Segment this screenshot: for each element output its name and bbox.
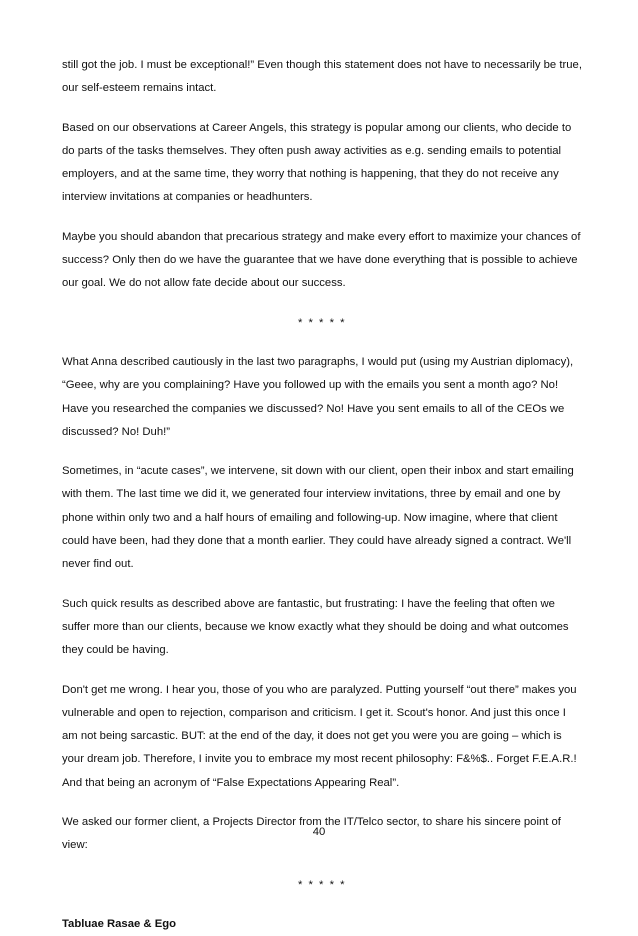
paragraph-3: Maybe you should abandon that precarious strategy and make every effort to maximize your chances of success? Only then do we have the guarantee that we have done everything that is possible to achieve our goal. We do not allow fate decide about our success. (62, 230, 581, 290)
page-number: 40 (312, 826, 326, 838)
paragraph-5: Sometimes, in “acute cases”, we intervene, sit down with our client, open their inbox and start emailing with them. The last time we did it, we generated four interview invitations, three by email and one by phone within only two and a half hours of emailing and following-up. Now imagine, where that client could have been, had they done that a month earlier. They could have already signed a contract. We'll never find out. (62, 465, 574, 571)
separator-1: * * * * * (297, 316, 347, 329)
paragraph-4: What Anna described cautiously in the last two paragraphs, I would put (using my Austrian diplomacy), “Geee, why are you complaining? Have you followed up with the emails you sent a month ago? No! Have you researched the companies we discussed? No! Have you sent emails to all of the CEOs we discussed? No! Duh!” (62, 355, 574, 438)
paragraph-1: still got the job. I must be exceptional!” Even though this statement does not have to necessarily be true, our self-esteem remains intact. (62, 59, 582, 95)
paragraph-6: Such quick results as described above are fantastic, but frustrating: I have the feeling that often we suffer more than our clients, because we know exactly what they should be doing and what outcomes they could be having. (62, 597, 569, 657)
page-body (62, 54, 582, 936)
section-heading: Tabluae Rasae & Ego (62, 917, 177, 930)
paragraph-2: Based on our observations at Career Angels, this strategy is popular among our clients, who decide to do parts of the tasks themselves. They often push away activities as e.g. sending emails to potential employers, and at the same time, they worry that nothing is happening, that they do not receive any interview invitations at companies or headhunters. (62, 121, 572, 204)
paragraph-7: Don't get me wrong. I hear you, those of you who are paralyzed. Putting yourself “out there” makes you vulnerable and open to rejection, comparison and criticism. I get it. Scout's honor. And just this once I am not being sarcastic. BUT: at the end of the day, it does not get you were you are going – which is your dream job. Therefore, I invite you to embrace my most recent philosophy: F&%$.. Forget F.E.A.R.! And that being an acronym of “False Expectations Appearing Real”. (62, 683, 577, 789)
separator-2: * * * * * (297, 878, 347, 891)
paragraph-8: We asked our former client, a Projects Director from the IT/Telco sector, to share his sincere point of view: (62, 816, 561, 852)
